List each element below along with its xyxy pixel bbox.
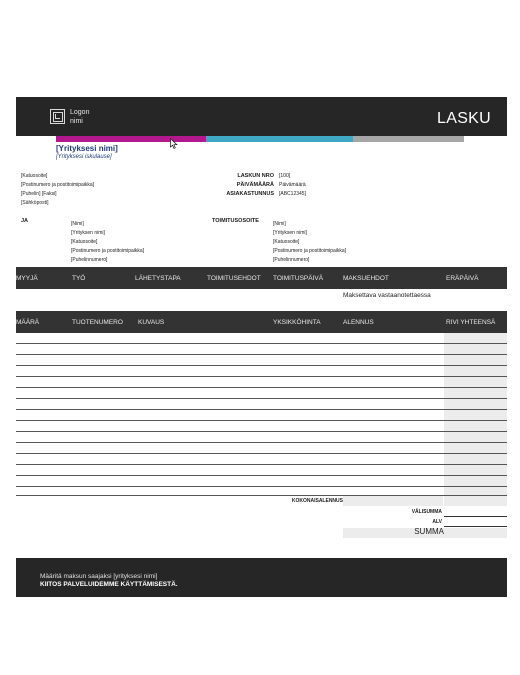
customer-id-field[interactable]: [ABC12345] xyxy=(279,191,306,197)
table-row[interactable] xyxy=(16,376,507,377)
total-discount-field[interactable] xyxy=(343,496,443,506)
payment-terms-cell[interactable]: Maksettava vastaanotettaessa xyxy=(343,292,431,299)
items-table-header xyxy=(16,311,507,333)
invoice-number-label: LASKUN NRO xyxy=(237,173,274,179)
table-row[interactable] xyxy=(16,354,507,355)
invoice-meta-labels xyxy=(216,172,274,199)
invoice-number-field[interactable]: [100] xyxy=(279,173,291,179)
table-row[interactable] xyxy=(16,475,507,476)
invoice-title[interactable]: LASKU xyxy=(437,110,491,127)
accent-stripe-blue xyxy=(206,136,353,142)
table-row[interactable] xyxy=(16,420,507,421)
column-header-quantity: MÄÄRÄ xyxy=(16,319,40,326)
table-row[interactable] xyxy=(16,343,507,344)
address-line: [Katuosoite] xyxy=(21,173,48,179)
total-label: SUMMA xyxy=(414,527,444,536)
invoice-page xyxy=(16,97,507,597)
subtotal-field[interactable] xyxy=(444,516,507,517)
ship-to-line: [Puhelinnumero] xyxy=(273,257,310,263)
logo-placeholder[interactable] xyxy=(70,108,110,126)
address-line: [Postinumero ja postitoimipaikka] xyxy=(21,182,95,188)
invoice-header xyxy=(16,97,507,136)
ship-to-line: [Yrityksen nimi] xyxy=(273,230,307,236)
column-header-unit-price: YKSIKKÖHINTA xyxy=(273,319,321,326)
table-row[interactable] xyxy=(16,409,507,410)
logo-line-1: Logon xyxy=(70,109,90,116)
logo-icon[interactable] xyxy=(50,109,65,124)
company-name[interactable]: [Yrityksesi nimi] xyxy=(56,144,118,153)
column-header-seller: MYYJÄ xyxy=(16,275,38,282)
date-label: PÄIVÄMÄÄRÄ xyxy=(236,182,274,188)
order-table-header xyxy=(16,267,507,289)
ship-to-label: TOIMITUSOSOITE xyxy=(212,218,259,224)
logo-line-2: nimi xyxy=(70,118,83,125)
address-line: [Sähköposti] xyxy=(21,200,49,206)
column-header-shipping-method: LÄHETYSTAPA xyxy=(135,275,181,282)
column-header-delivery-date: TOIMITUSPÄIVÄ xyxy=(273,275,324,282)
column-header-job: TYÖ xyxy=(72,275,86,282)
invoice-footer xyxy=(16,558,507,597)
bill-to-line: [Nimi] xyxy=(71,221,84,227)
thank-you-text[interactable]: KIITOS PALVELUIDEMME KÄYTTÄMISESTÄ. xyxy=(40,581,178,588)
items-table-body[interactable] xyxy=(16,333,507,496)
bill-to-label: JA xyxy=(21,218,29,224)
ship-to-line: [Postinumero ja postitoimipaikka] xyxy=(273,248,347,254)
column-header-description: KUVAUS xyxy=(138,319,165,326)
table-row[interactable] xyxy=(16,365,507,366)
address-line: [Puhelin] [Faksi] xyxy=(21,191,57,197)
ship-to-address[interactable] xyxy=(273,220,393,265)
bill-to-line: [Yrityksen nimi] xyxy=(71,230,105,236)
bill-to-line: [Puhelinnumero] xyxy=(71,257,108,263)
date-field[interactable]: Päivämäärä xyxy=(279,182,306,188)
company-address[interactable] xyxy=(21,172,141,208)
column-header-item-number: TUOTENUMERO xyxy=(72,319,123,326)
accent-stripe-gray xyxy=(353,136,464,142)
table-row[interactable] xyxy=(16,398,507,399)
ship-to-line: [Katuosoite] xyxy=(273,239,300,245)
vat-label: ALV xyxy=(432,519,442,525)
line-total-column-shade xyxy=(444,333,507,496)
bill-to-line: [Postinumero ja postitoimipaikka] xyxy=(71,248,145,254)
total-discount-label: KOKONAISALENNUS xyxy=(291,498,343,504)
ship-to-line: [Nimi] xyxy=(273,221,286,227)
column-header-due-date: ERÄPÄIVÄ xyxy=(446,275,479,282)
column-header-line-total: RIVI YHTEENSÄ xyxy=(446,319,496,326)
table-row[interactable] xyxy=(16,453,507,454)
table-row[interactable] xyxy=(16,442,507,443)
invoice-meta-values xyxy=(279,172,359,199)
company-slogan[interactable]: [Yrityksesi iskulause] xyxy=(56,154,112,160)
column-header-delivery-terms: TOIMITUSEHDOT xyxy=(207,275,261,282)
vat-field[interactable] xyxy=(444,526,507,527)
customer-id-label: ASIAKASTUNNUS xyxy=(226,191,274,197)
mouse-pointer-icon xyxy=(170,138,178,149)
bill-to-line: [Katuosoite] xyxy=(71,239,98,245)
subtotal-label: VÄLISUMMA xyxy=(411,509,442,515)
table-row[interactable] xyxy=(16,387,507,388)
total-discount-total-field[interactable] xyxy=(444,496,507,506)
accent-stripe-magenta xyxy=(56,136,206,142)
table-row[interactable] xyxy=(16,464,507,465)
column-header-discount: ALENNUS xyxy=(343,319,374,326)
payable-to-text[interactable]: Määritä maksun saajaksi [yrityksesi nimi] xyxy=(40,573,158,580)
table-row[interactable] xyxy=(16,431,507,432)
column-header-payment-terms: MAKSUEHDOT xyxy=(343,275,389,282)
table-row[interactable] xyxy=(16,486,507,487)
bill-to-address[interactable] xyxy=(71,220,191,265)
